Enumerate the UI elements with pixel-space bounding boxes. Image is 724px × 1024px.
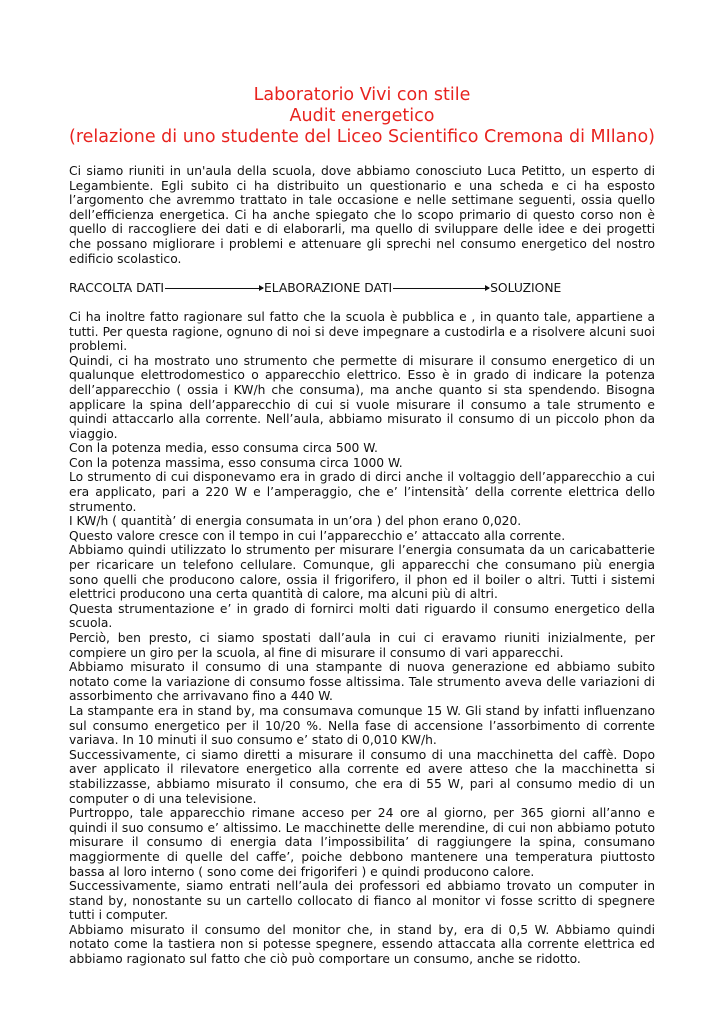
paragraph: I KW/h ( quantità’ di energia consumata in un’ora ) del phon erano 0,020.: [69, 514, 522, 529]
document-title: [0, 85, 724, 148]
intro-paragraph: Ci siamo riuniti in un'aula della scuola, dove abbiamo conosciuto Luca Petitto, un esperto di Legambiente. Egli subito ci ha distribuito un questionario e una scheda e ci ha esposto l’argomento che avremmo trattato in tale occasione e nelle settimane seguenti, ossia quello dell’efficienza energetica. Ci ha anche spiegato che lo scopo primario di questo corso non è quello di raccogliere dei dati e di elaborarli, ma quello di sviluppare delle idee e dei progetti che possano migliorare i problemi e attenuare gli sprechi nel consumo energetico del nostro edificio scolastico.: [69, 164, 655, 266]
document-body: [69, 164, 655, 967]
title-line-2: Audit energetico: [289, 106, 435, 126]
title-line-1: Laboratorio Vivi con stile: [253, 85, 471, 105]
paragraph: Successivamente, ci siamo diretti a misurare il consumo di una macchinetta del caffè. Dopo aver applicato il rilevatore energetico alla corrente ed avere atteso che la macchinetta si stabilizzasse, abbiamo misurato il consumo, che era di 55 W, pari al consumo medio di un computer o di una televisione.: [69, 747, 655, 806]
arrow-right-icon: [165, 288, 263, 289]
paragraph: Quindi, ci ha mostrato uno strumento che permette di misurare il consumo energetico di un qualunque elettrodomestico o apparecchio elettrico. Esso è in grado di indicare la potenza dell’apparecchio ( ossia i KW/h che consuma), ma anche quanto si sta spendendo. Bisogna applicare la spina dell’apparecchio di cui si vuole misurare il consumo a tale strumento e quindi attaccarlo alla corrente. Nell’aula, abbiamo misurato il consumo di un piccolo phon da viaggio.: [69, 353, 655, 441]
flow-step-soluzione: SOLUZIONE: [490, 280, 562, 295]
paragraph: La stampante era in stand by, ma consumava comunque 15 W. Gli stand by infatti influenzano sul consumo energetico per il 10/20 %. Nella fase di accensione l’assorbimento di corrente variava. In 10 minuti il suo consumo e’ stato di 0,010 KW/h.: [69, 703, 655, 748]
paragraph: Con la potenza media, esso consuma circa 500 W.: [69, 441, 378, 456]
process-flow: [69, 281, 655, 296]
title-line-3: (relazione di uno studente del Liceo Scientifico Cremona di MIlano): [69, 127, 655, 147]
paragraph: Purtroppo, tale apparecchio rimane acceso per 24 ore al giorno, per 365 giorni all’anno e quindi il suo consumo e’ altissimo. Le macchinette delle merendine, di cui non abbiamo potuto misurare il consumo di energia data l’impossibilita’ di raggiungere la spina, consumano maggiormente di quelle del caffe’, poiche debbono mantenere una temperatura piuttosto bassa al loro interno ( sono come dei frigoriferi ) e quindi producono calore.: [69, 806, 655, 879]
paragraph: Abbiamo misurato il consumo del monitor che, in stand by, era di 0,5 W. Abbiamo quindi notato come la tastiera non si potesse spegnere, essendo attaccata alla corrente elettrica ed abbiamo ragionato sul fatto che ciò può comportare un consumo, anche se ridotto.: [69, 922, 655, 967]
spacer: [69, 295, 655, 310]
flow-step-raccolta: RACCOLTA DATI: [69, 280, 164, 295]
spacer: [69, 266, 655, 281]
paragraph: Perciò, ben presto, ci siamo spostati dall’aula in cui ci eravamo riuniti inizialmente, per compiere un giro per la scuola, al fine di misurare il consumo di vari apparecchi.: [69, 631, 655, 660]
paragraph: Lo strumento di cui disponevamo era in grado di dirci anche il voltaggio dell’apparecchio a cui era applicato, pari a 220 W e l’amperaggio, che e’ l’intensità’ della corrente elettrica dello strumento.: [69, 470, 655, 514]
paragraph: Abbiamo quindi utilizzato lo strumento per misurare l’energia consumata da un caricabatterie per ricaricare un telefono cellulare. Comunque, gli apparecchi che consumano più energia sono quelli che producono calore, ossia il frigorifero, il phon ed il boiler o altri. Tutti i sistemi elettrici producono una certa quantità di calore, ma alcuni più di altri.: [69, 543, 655, 602]
paragraph: Abbiamo misurato il consumo di una stampante di nuova generazione ed abbiamo subito notato come la variazione di consumo fosse altissima. Tale strumento aveva delle variazioni di assorbimento che arrivavano fino a 440 W.: [69, 660, 655, 704]
paragraph: Ci ha inoltre fatto ragionare sul fatto che la scuola è pubblica e , in quanto tale, appartiene a tutti. Per questa ragione, ognuno di noi si deve impegnare a custodirla e a risolvere alcuni suoi problemi.: [69, 309, 655, 354]
arrow-right-icon: [393, 288, 489, 289]
paragraph: Con la potenza massima, esso consuma circa 1000 W.: [69, 455, 403, 470]
paragraph: Questa strumentazione e’ in grado di fornirci molti dati riguardo il consumo energetico della scuola.: [69, 601, 655, 631]
flow-step-elaborazione: ELABORAZIONE DATI: [263, 280, 393, 295]
paragraph: Questo valore cresce con il tempo in cui l’apparecchio e’ attaccato alla corrente.: [69, 528, 566, 543]
paragraph: Successivamente, siamo entrati nell’aula dei professori ed abbiamo trovato un computer in stand by, nonostante su un cartello collocato di fianco al monitor vi fosse scritto di spegnere tutti i computer.: [69, 879, 655, 923]
